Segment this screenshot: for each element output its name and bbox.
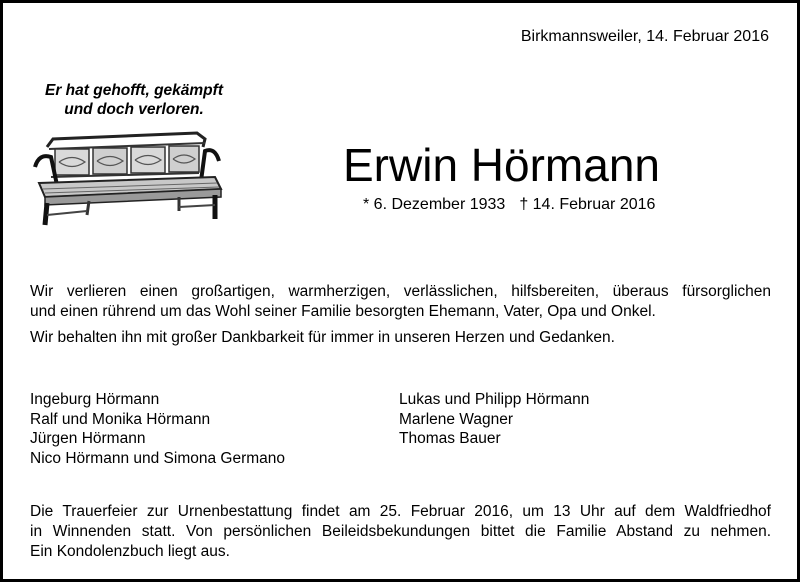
mourner: Marlene Wagner bbox=[399, 410, 514, 428]
funeral-line-2: in Winnenden statt. Von persönlichen Beileidsbekundungen bittet die Familie Abstand zu nehmen. bbox=[30, 523, 771, 540]
bench-icon bbox=[29, 127, 229, 227]
place-date: Birkmannsweiler, 14. Februar 2016 bbox=[520, 28, 769, 45]
mourner: Lukas und Philipp Hörmann bbox=[399, 391, 590, 408]
mourner: Ralf und Monika Hörmann bbox=[30, 410, 211, 428]
mourner: Thomas Bauer bbox=[399, 430, 501, 447]
motto-line-1: Er hat gehofft, gekämpft bbox=[45, 82, 223, 99]
life-dates bbox=[363, 196, 655, 214]
motto bbox=[21, 81, 247, 119]
funeral-line-3: Ein Kondolenzbuch liegt aus. bbox=[30, 543, 230, 560]
birth-date: * 6. Dezember 1933 bbox=[363, 196, 506, 213]
mourner: Jürgen Hörmann bbox=[30, 430, 146, 447]
gratitude-paragraph: Wir behalten ihn mit großer Dankbarkeit für immer in unseren Herzen und Gedanken. bbox=[30, 329, 615, 346]
funeral-line-1: Die Trauerfeier zur Urnenbestattung findet am 25. Februar 2016, um 13 Uhr auf dem Waldfriedhof bbox=[30, 503, 771, 520]
tribute-paragraph bbox=[30, 282, 771, 322]
mourners-right bbox=[399, 390, 589, 449]
tribute-line-2: und einen rührend um das Wohl seiner Familie besorgten Ehemann, Vater, Opa und Onkel. bbox=[30, 303, 656, 320]
deceased-name: Erwin Hörmann bbox=[343, 139, 660, 191]
mourner: Nico Hörmann und Simona Germano bbox=[30, 449, 286, 467]
funeral-info-paragraph bbox=[30, 502, 771, 562]
motto-line-2: und doch verloren. bbox=[64, 101, 204, 118]
tribute-line-1: Wir verlieren einen großartigen, warmherzigen, verlässlichen, hilfsbereiten, überaus fürsorglichen bbox=[30, 283, 771, 300]
death-date: † 14. Februar 2016 bbox=[519, 196, 656, 213]
mourner: Ingeburg Hörmann bbox=[30, 391, 160, 408]
mourners-left bbox=[30, 390, 285, 468]
